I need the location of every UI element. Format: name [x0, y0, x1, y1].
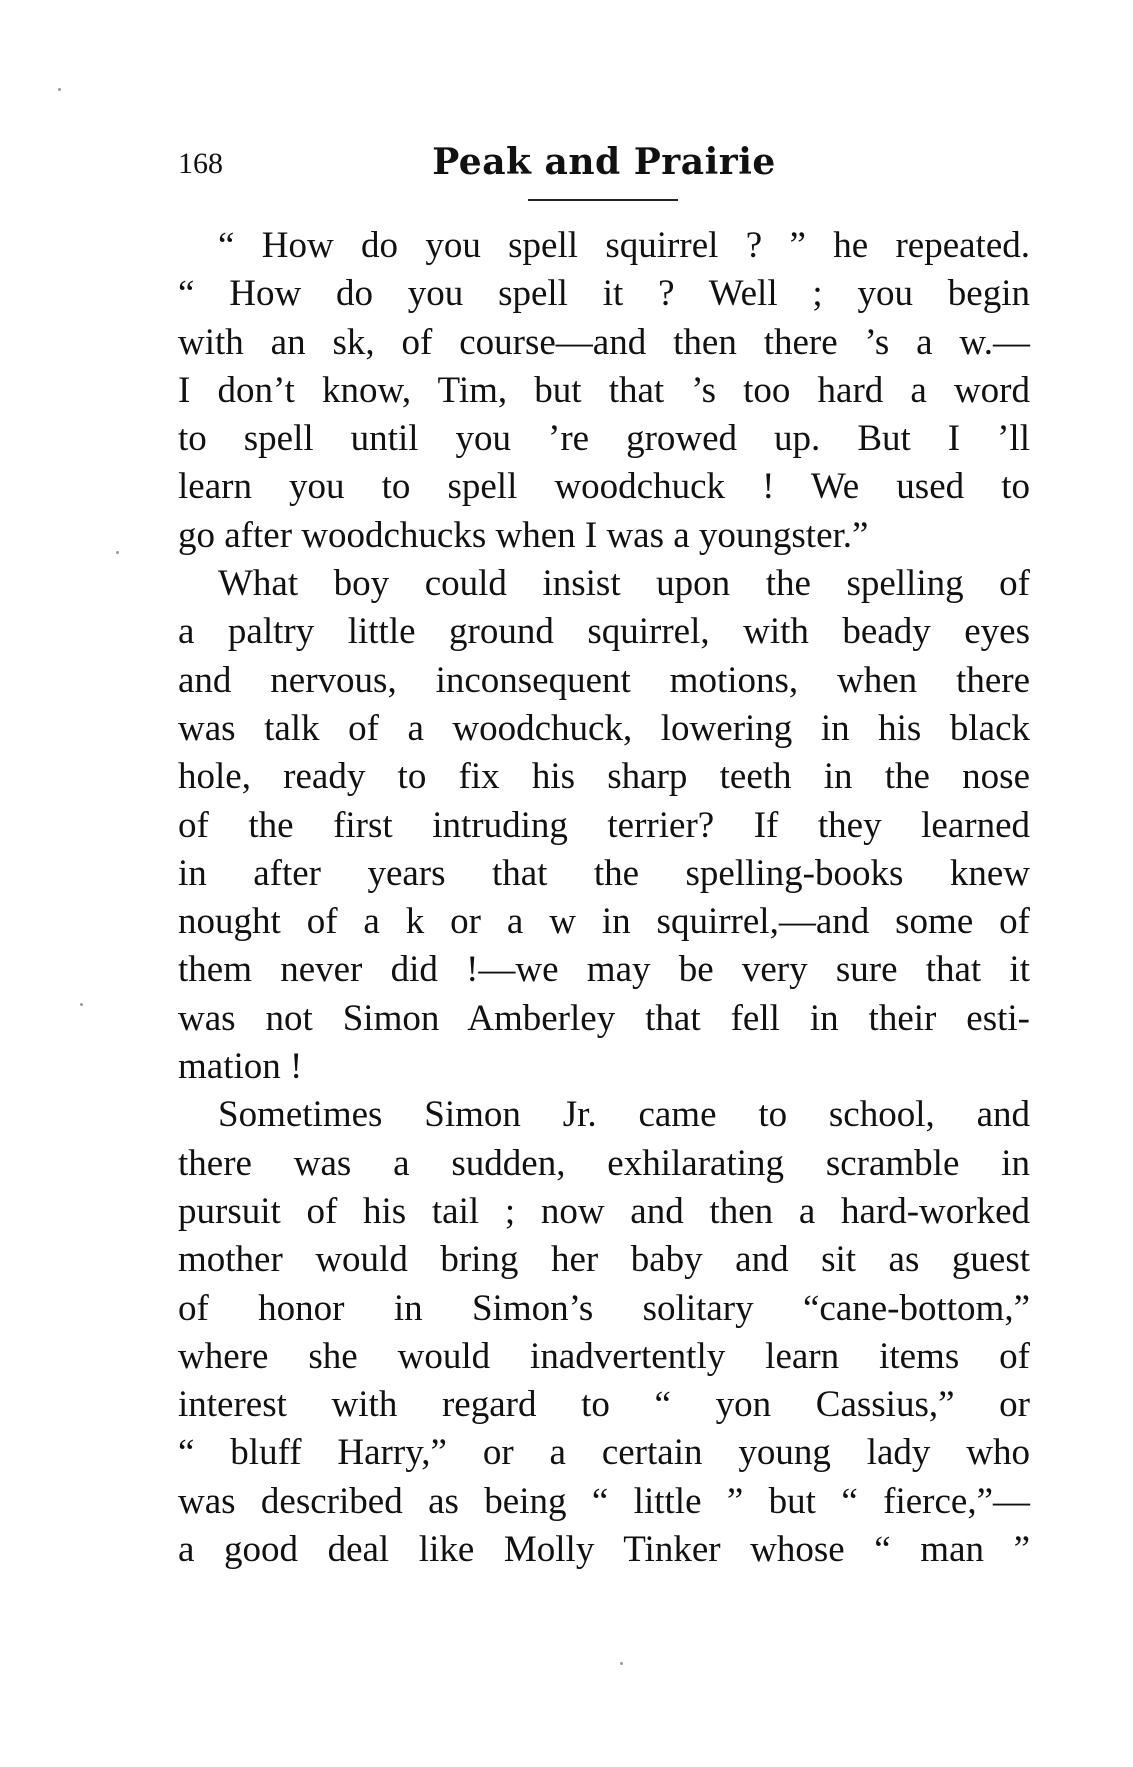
running-title: Peak and Prairie — [432, 141, 776, 183]
text-line: with an sk, of course—and then there ’s a w.— — [178, 321, 1030, 363]
paper-speck — [620, 1662, 623, 1665]
text-line: where she would inadvertently learn items of — [178, 1335, 1030, 1377]
text-line: in after years that the spelling-books knew — [178, 852, 1030, 894]
page-header — [178, 140, 1030, 196]
paragraph-3 — [178, 1091, 1030, 1574]
text-line: a good deal like Molly Tinker whose “ man ” — [178, 1529, 1030, 1571]
text-line: a paltry little ground squirrel, with beady eyes — [178, 611, 1030, 653]
text-line: mother would bring her baby and sit as guest — [178, 1239, 1030, 1281]
text-line: mation ! — [178, 1046, 303, 1088]
text-line: was not Simon Amberley that fell in their esti- — [178, 997, 1030, 1039]
text-line: to spell until you ’re growed up. But I ’ll — [178, 418, 1030, 460]
text-line: “ bluff Harry,” or a certain young lady who — [178, 1432, 1030, 1474]
paragraph-1 — [178, 222, 1030, 560]
text-line: and nervous, inconsequent motions, when there — [178, 659, 1030, 701]
paper-speck — [58, 88, 61, 91]
text-line: of honor in Simon’s solitary “cane-bottom,” — [178, 1287, 1030, 1329]
text-line: nought of a k or a w in squirrel,—and some of — [178, 901, 1030, 943]
paper-speck — [80, 1003, 83, 1006]
text-line: learn you to spell woodchuck ! We used to — [178, 466, 1030, 508]
text-line: interest with regard to “ yon Cassius,” or — [178, 1384, 1030, 1426]
text-line: go after woodchucks when I was a youngster.” — [178, 514, 869, 556]
text-line: was described as being “ little ” but “ fierce,”— — [178, 1480, 1030, 1522]
text-line: them never did !—we may be very sure that it — [178, 949, 1030, 991]
text-line: What boy could insist upon the spelling of — [218, 563, 1030, 605]
text-line: “ How do you spell squirrel ? ” he repeated. — [218, 225, 1030, 266]
text-line: there was a sudden, exhilarating scramble in — [178, 1142, 1030, 1184]
body-text — [178, 222, 1030, 1574]
text-line: hole, ready to fix his sharp teeth in the nose — [178, 756, 1030, 798]
paragraph-2 — [178, 560, 1030, 1091]
text-line: Sometimes Simon Jr. came to school, and — [218, 1094, 1030, 1136]
text-line: of the first intruding terrier? If they learned — [178, 804, 1030, 846]
text-line: I don’t know, Tim, but that ’s too hard a word — [178, 369, 1030, 411]
page-number: 168 — [178, 147, 223, 180]
text-line: “ How do you spell it ? Well ; you begin — [178, 273, 1030, 315]
text-line: was talk of a woodchuck, lowering in his black — [178, 707, 1030, 749]
paper-speck — [116, 551, 119, 554]
text-line: pursuit of his tail ; now and then a hard-worked — [178, 1190, 1030, 1232]
header-rule — [528, 199, 678, 201]
